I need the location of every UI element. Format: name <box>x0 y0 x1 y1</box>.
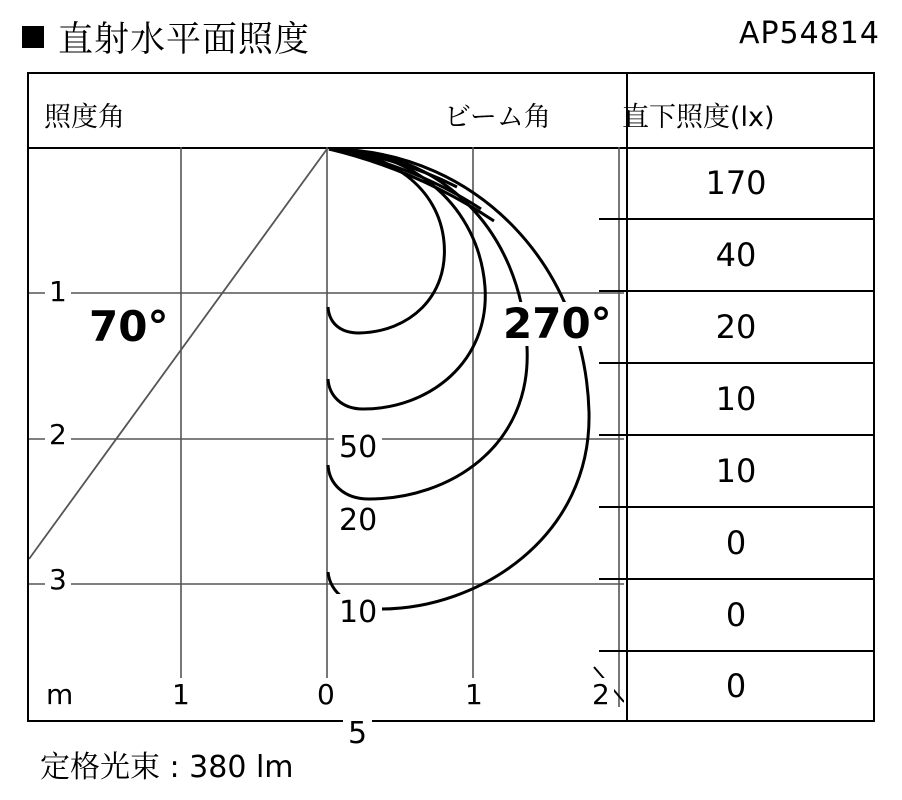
beam-angle-value: 270° <box>499 302 616 346</box>
column-header-beam-angle: ビーム角 <box>444 102 551 133</box>
table-cell-value: 20 <box>710 308 763 346</box>
iso-label-5: 5 <box>343 715 372 752</box>
direct-illuminance-table <box>599 147 873 720</box>
irradiance-angle-value: 70° <box>85 305 172 349</box>
table-cell-value: 0 <box>720 667 752 705</box>
graph-svg <box>29 147 624 720</box>
x-tick-right-1: 1 <box>461 678 487 711</box>
y-tick-2: 2 <box>45 418 71 451</box>
table-row <box>599 436 873 506</box>
x-tick-0: 0 <box>313 678 339 711</box>
table-cell-value: 0 <box>720 524 752 562</box>
beam-axis-line <box>29 149 327 559</box>
table-row <box>599 292 873 362</box>
table-cell-value: 40 <box>710 236 763 274</box>
column-header-irradiance-angle: 照度角 <box>44 102 125 133</box>
x-tick-right-2: 2 <box>588 678 614 711</box>
iso-label-10: 10 <box>334 594 382 631</box>
table-row <box>599 508 873 578</box>
page-header <box>0 0 902 70</box>
column-header-direct-illuminance: 直下照度(lx) <box>622 102 775 133</box>
page-title: 直射水平面照度 <box>58 20 311 60</box>
table-row <box>599 364 873 434</box>
table-cell-value: 0 <box>720 596 752 634</box>
table-row <box>599 147 873 218</box>
table-cell-value: 10 <box>710 380 763 418</box>
rated-luminous-flux: 定格光束 : 380 lm <box>40 750 294 785</box>
axis-unit-label: m <box>42 678 77 711</box>
grid-lines <box>29 147 624 707</box>
iso-contour-fine-b <box>329 149 494 221</box>
iso-label-50: 50 <box>334 429 382 466</box>
illuminance-graph <box>29 147 624 751</box>
black-square-icon <box>22 26 44 48</box>
iso-label-20: 20 <box>334 502 382 539</box>
iso-contour-5 <box>328 149 589 609</box>
table-row <box>599 220 873 290</box>
iso-contour-50 <box>328 149 444 333</box>
table-row <box>599 652 873 720</box>
table-row <box>599 580 873 650</box>
y-tick-1: 1 <box>45 275 71 308</box>
table-cell-value: 10 <box>710 452 763 490</box>
product-code: AP54814 <box>738 16 880 51</box>
y-tick-3: 3 <box>45 563 71 596</box>
table-cell-value: 170 <box>699 164 772 202</box>
iso-contour-20 <box>328 149 485 409</box>
iso-contours <box>328 149 589 609</box>
x-tick-left-1: 1 <box>168 678 194 711</box>
